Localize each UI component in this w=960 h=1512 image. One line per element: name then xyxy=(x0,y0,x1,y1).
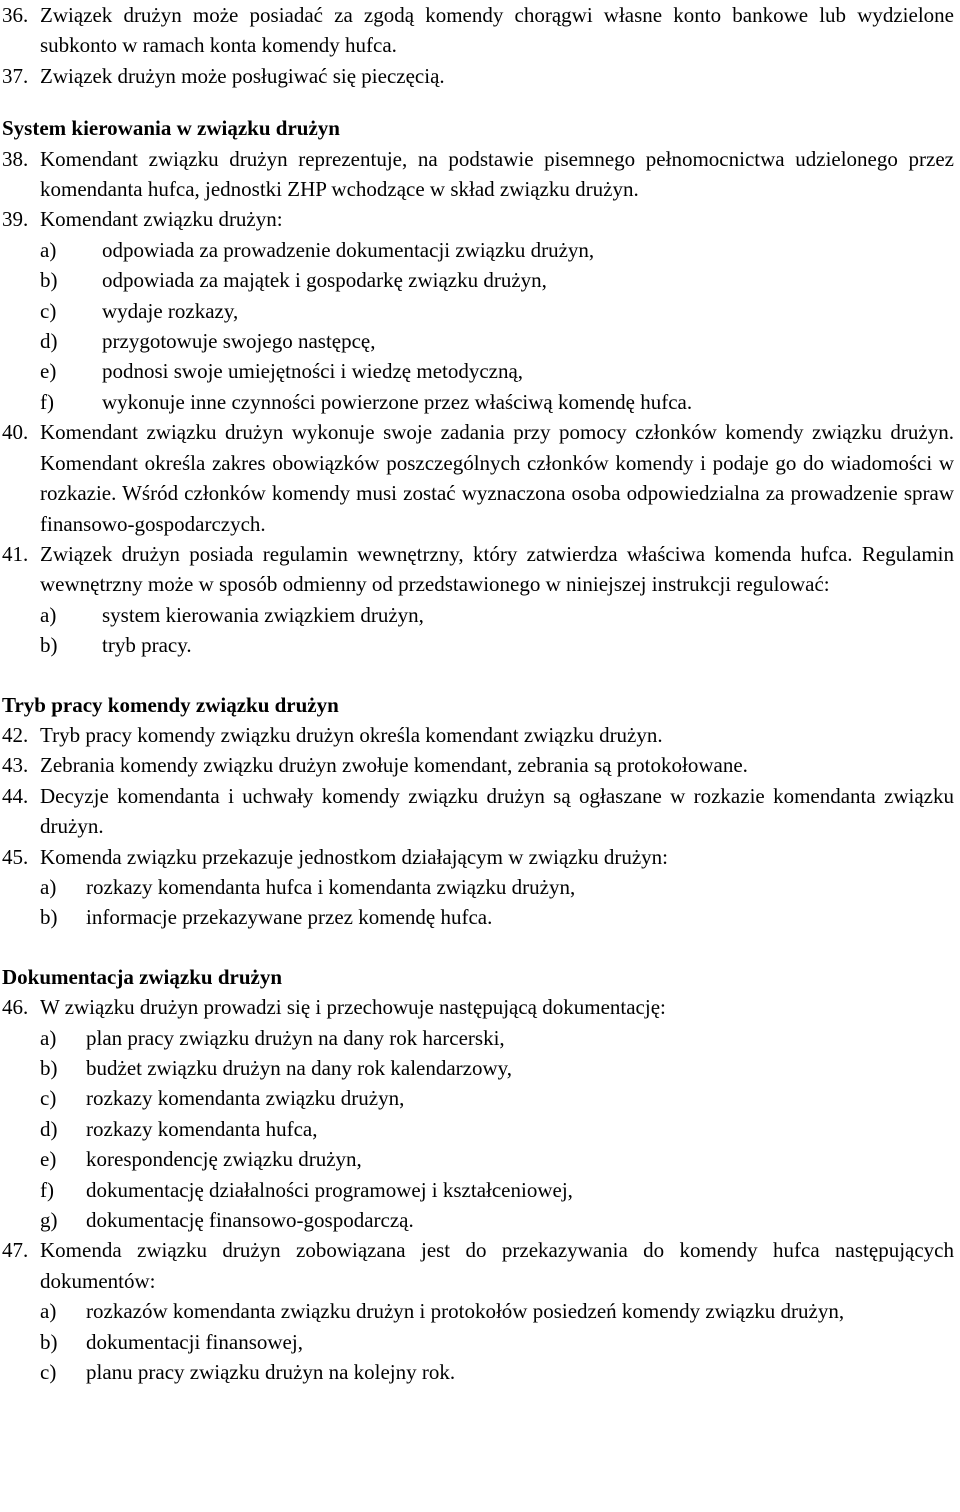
sub-item-text: dokumentacji finansowej, xyxy=(86,1329,303,1354)
paragraph-number: 37. xyxy=(2,63,29,88)
paragraph-number: 36. xyxy=(2,3,29,27)
sub-list-item xyxy=(40,1175,954,1205)
paragraph-row xyxy=(2,204,954,234)
sub-item-letter: a) xyxy=(40,237,57,262)
sub-item-text: tryb pracy. xyxy=(102,633,192,658)
sub-item-letter: a) xyxy=(40,1299,57,1324)
sub-list xyxy=(2,235,954,417)
sub-item-letter: f) xyxy=(40,1177,54,1202)
sub-list-item xyxy=(40,296,954,326)
sub-item-text: dokumentację działalności programowej i kształceniowej, xyxy=(86,1177,573,1202)
sub-item-letter: c) xyxy=(40,298,57,323)
paragraph-number: 42. xyxy=(2,722,29,747)
paragraph-row xyxy=(2,1235,954,1296)
sub-item-text: system kierowania związkiem drużyn, xyxy=(102,602,424,627)
paragraph-row xyxy=(2,417,954,539)
sub-item-letter: d) xyxy=(40,329,58,354)
sub-item-letter: a) xyxy=(40,1025,57,1050)
paragraph-number: 43. xyxy=(2,753,29,778)
sub-item-letter: a) xyxy=(40,602,57,627)
sub-list-item xyxy=(40,1205,954,1235)
paragraph-number: 46. xyxy=(2,995,29,1020)
paragraph-text: Komendant związku drużyn wykonuje swoje zadania przy pomocy członków komendy związku drużyn. Komendant określa zakres obowiązków poszczególnych członków komendy i podaje go do wiadomości w rozkazie. Wśród członków komendy musi zostać wyznaczona osoba odpowiedzialna za prowadzenie spraw finansowo-gospodarczych. xyxy=(40,420,954,536)
paragraph-text: Komenda związku drużyn zobowiązana jest do przekazywania do komendy hufca następujących dokumentów: xyxy=(40,1238,954,1293)
section-heading: System kierowania w związku drużyn xyxy=(2,116,340,141)
paragraph-text: Związek drużyn posiada regulamin wewnętrzny, który zatwierdza właściwa komenda hufca. Regulamin wewnętrzny może w sposób odmienny od przedstawionego w niniejszej instrukcji regulować: xyxy=(40,541,954,597)
sub-list xyxy=(2,872,954,933)
numbered-paragraph xyxy=(2,992,954,1235)
sub-list-item xyxy=(40,387,954,417)
paragraph-number: 44. xyxy=(2,783,29,808)
sub-list xyxy=(2,1296,954,1387)
numbered-paragraph xyxy=(2,61,954,91)
paragraph-number: 41. xyxy=(2,541,29,566)
paragraph-text: W związku drużyn prowadzi się i przechowuje następującą dokumentację: xyxy=(40,995,666,1020)
sub-item-letter: b) xyxy=(40,905,58,930)
paragraph-row xyxy=(2,750,954,780)
sub-list-item xyxy=(40,326,954,356)
paragraph-text: Zebrania komendy związku drużyn zwołuje komendant, zebrania są protokołowane. xyxy=(40,753,748,778)
sub-item-text: plan pracy związku drużyn na dany rok harcerski, xyxy=(86,1025,505,1050)
sub-item-text: informacje przekazywane przez komendę hufca. xyxy=(86,905,493,930)
numbered-paragraph xyxy=(2,750,954,780)
sub-list-item xyxy=(40,1357,954,1387)
numbered-paragraph xyxy=(2,539,954,661)
sub-list-item xyxy=(40,872,954,902)
sub-item-text: korespondencję związku drużyn, xyxy=(86,1147,362,1172)
sub-list-item xyxy=(40,1144,954,1174)
paragraph-number: 38. xyxy=(2,146,29,171)
paragraph-row xyxy=(2,842,954,872)
sub-list-item xyxy=(40,235,954,265)
sub-list xyxy=(2,1023,954,1236)
numbered-paragraph xyxy=(2,417,954,539)
paragraph-row xyxy=(2,0,954,61)
paragraph-text: Komenda związku przekazuje jednostkom działającym w związku drużyn: xyxy=(40,844,669,869)
paragraph-number: 40. xyxy=(2,420,29,445)
paragraph-row xyxy=(2,144,954,205)
sub-list-item xyxy=(40,1327,954,1357)
sub-list-item xyxy=(40,600,954,630)
numbered-paragraph xyxy=(2,781,954,842)
section-heading: Dokumentacja związku drużyn xyxy=(2,964,283,989)
paragraph-number: 45. xyxy=(2,844,29,869)
sub-item-text: budżet związku drużyn na dany rok kalendarzowy, xyxy=(86,1056,513,1080)
sub-item-letter: b) xyxy=(40,1329,58,1354)
numbered-paragraph xyxy=(2,0,954,61)
paragraph-text: Komendant związku drużyn reprezentuje, na podstawie pisemnego pełnomocnictwa udzielonego przez komendanta hufca, jednostki ZHP wchodzące w skład związku drużyn. xyxy=(40,146,954,202)
numbered-paragraph xyxy=(2,1235,954,1387)
sub-item-text: odpowiada za prowadzenie dokumentacji związku drużyn, xyxy=(102,237,595,262)
sub-item-letter: f) xyxy=(40,389,54,414)
paragraph-row xyxy=(2,992,954,1022)
sub-list-item xyxy=(40,265,954,295)
sub-item-text: planu pracy związku drużyn na kolejny rok. xyxy=(86,1360,456,1385)
sub-item-letter: e) xyxy=(40,1147,57,1172)
paragraph-text: Związek drużyn może posiadać za zgodą komendy chorągwi własne konto bankowe lub wydzielone subkonto w ramach konta komendy hufca. xyxy=(40,3,954,58)
sub-item-letter: b) xyxy=(40,1056,58,1080)
sub-item-letter: e) xyxy=(40,359,57,384)
numbered-paragraph xyxy=(2,842,954,933)
sub-item-letter: d) xyxy=(40,1116,58,1141)
paragraph-text: Związek drużyn może posługiwać się pieczęcią. xyxy=(40,63,445,88)
sub-item-letter: a) xyxy=(40,874,57,899)
paragraph-text: Komendant związku drużyn: xyxy=(40,207,283,232)
section-heading: Tryb pracy komendy związku drużyn xyxy=(2,692,339,717)
paragraph-row xyxy=(2,720,954,750)
paragraph-number: 47. xyxy=(2,1238,29,1263)
paragraph-row xyxy=(2,61,954,91)
sub-item-text: odpowiada za majątek i gospodarkę związku drużyn, xyxy=(102,268,547,293)
sub-item-letter: b) xyxy=(40,268,58,293)
sub-item-letter: b) xyxy=(40,633,58,658)
paragraph-text: Tryb pracy komendy związku drużyn określa komendant związku drużyn. xyxy=(40,722,663,747)
paragraph-row xyxy=(2,539,954,600)
sub-item-text: rozkazy komendanta hufca, xyxy=(86,1116,318,1141)
sub-item-text: dokumentację finansowo-gospodarczą. xyxy=(86,1208,414,1233)
sub-item-text: wydaje rozkazy, xyxy=(102,298,239,323)
numbered-paragraph xyxy=(2,144,954,205)
sub-list-item xyxy=(40,1114,954,1144)
sub-item-text: przygotowuje swojego następcę, xyxy=(102,329,376,354)
paragraph-row xyxy=(2,781,954,842)
sub-list-item xyxy=(40,1023,954,1053)
sub-item-text: rozkazów komendanta związku drużyn i protokołów posiedzeń komendy związku drużyn, xyxy=(86,1299,845,1324)
sub-item-letter: c) xyxy=(40,1360,57,1385)
sub-list xyxy=(2,600,954,661)
sub-item-text: podnosi swoje umiejętności i wiedzę metodyczną, xyxy=(102,359,524,384)
sub-list-item xyxy=(40,1083,954,1113)
paragraph-text: Decyzje komendanta i uchwały komendy związku drużyn są ogłaszane w rozkazie komendanta związku drużyn. xyxy=(40,783,954,839)
sub-list-item xyxy=(40,356,954,386)
numbered-paragraph xyxy=(2,204,954,417)
sub-list-item xyxy=(40,902,954,932)
numbered-paragraph xyxy=(2,720,954,750)
sub-list-item xyxy=(40,1296,954,1326)
sub-item-text: rozkazy komendanta hufca i komendanta związku drużyn, xyxy=(86,874,576,899)
paragraph-number: 39. xyxy=(2,207,29,232)
sub-list-item xyxy=(40,1053,954,1083)
sub-item-letter: c) xyxy=(40,1086,57,1111)
sub-list-item xyxy=(40,630,954,660)
sub-item-text: wykonuje inne czynności powierzone przez właściwą komendę hufca. xyxy=(102,389,693,414)
sub-item-text: rozkazy komendanta związku drużyn, xyxy=(86,1086,405,1111)
sub-item-letter: g) xyxy=(40,1208,58,1233)
